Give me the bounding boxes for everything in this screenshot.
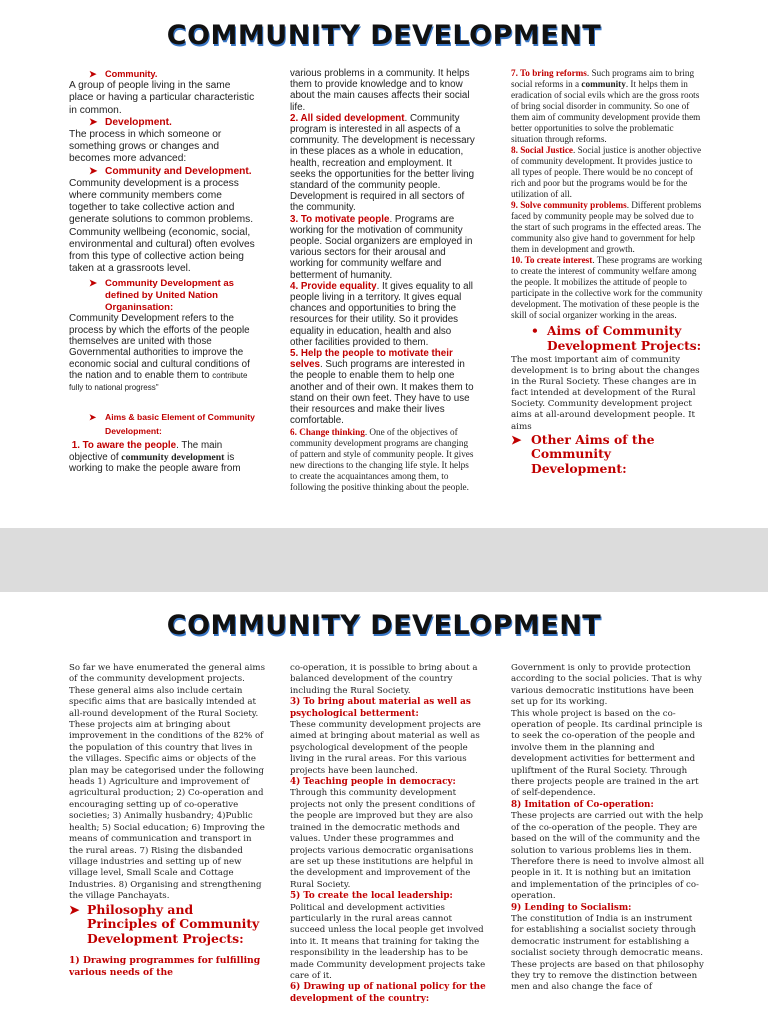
paragraph: The process in which someone or something grows or changes and becomes more advanced: [69, 129, 222, 165]
paragraph: Through this community development projects not only the present conditions of the people are improved but they are also trained in the democratic methods and values. Under these programmes and projects various democratic organisations are set up these institutions are helpful in the development and improvement of the Rural Society. [290, 788, 475, 890]
arrow-icon: ➤ [511, 431, 522, 447]
section-heading: 3) To bring about material as well as psychological betterment: [290, 697, 471, 719]
list-item: 3. To motivate people. Programs are working for the motivation of community people. Social organizers are employed in various sectors for their arousal and working for community welfare and betterment of humanity. [290, 213, 473, 281]
section-heading: 8) Imitation of Co-operation: [511, 799, 654, 810]
paragraph: This whole project is based on the co-operation of people. Its cardinal principle is to seek the co-operation of the people and involve them in the planning and development activities for betterment and upliftment of the Rural Society. Through there projects people are trained in the art of self-dependence. [511, 708, 703, 799]
section-heading: ➤ Other Aims of the Community Development: [511, 431, 655, 476]
section-heading: ➤ Aims & basic Element of Community Development: [89, 412, 255, 437]
arrow-icon: ➤ [69, 901, 80, 917]
paragraph: A group of people living in the same place or having a particular characteristic in common. [69, 80, 255, 116]
page-title: COMMUNITY DEVELOPMENT [166, 20, 602, 51]
section-heading: 1) Drawing programmes for fulfilling various needs of the [69, 955, 261, 979]
section-heading: ➤ Community and Development. [89, 165, 252, 177]
section-heading: 9) Lending to Socialism: [511, 902, 632, 913]
section-heading: ➤ Development. [89, 116, 172, 128]
arrow-icon: ➤ [89, 165, 98, 177]
page1-column-2 [290, 68, 476, 512]
page2-column-3 [511, 663, 707, 1024]
page1-column-1 [69, 68, 255, 518]
paragraph: Political and development activities particularly in the rural areas cannot succeed unless the local people get involved into it. It means that training for taking the responsibility in the leadership has to be made Community development projects take care of it. [290, 902, 486, 981]
paragraph: co-operation, it is possible to bring about a balanced development of the country including the Rural Society. [290, 663, 478, 696]
section-heading: 6) Drawing up of national policy for the development of the country: [290, 982, 486, 1004]
arrow-icon: ➤ [89, 278, 98, 290]
paragraph: Community Development refers to the process by which the efforts of the people themselves are united with those Governmental authorities to improve the economic social and cultural conditions of the nation and to enable them to contribute fully to national progress" [69, 313, 250, 392]
list-item: 6. Change thinking. One of the objectives of community development programs are changing of pattern and style of community people. It gives new directions to the changing life style. It helps to create the acquaintances among them, to following the positive thinking about the people. [290, 426, 474, 492]
page2-column-1 [69, 663, 265, 1024]
page-title: COMMUNITY DEVELOPMENT [166, 610, 602, 641]
section-heading: 5) To create the local leadership: [290, 891, 453, 902]
page1-column-3 [511, 68, 703, 518]
list-item: 8. Social Justice. Social justice is another objective of community development. It provides justice to all types of people. There would be no concept of rich and poor but the programs would be for the utilization of all. [511, 145, 702, 199]
list-item: 10. To create interest. These programs are working to create the interest of community welfare among the people. It mobilizes the attitude of people to participate in the collective work for the community development. The motivation of these people is the skill of social organizer working in the areas. [511, 255, 703, 320]
list-item: 2. All sided development. Community program is interested in all aspects of a community. The development is necessary in these places as a whole in education, health, recreation and employment. It seeks the opportunities for the better living standard of the community people. Development is required in all sectors of the community. [290, 112, 475, 214]
list-item: 4. Provide equality. It gives equality to all people living in a territory. It gives equal chances and opportunities to bring the resources for their utility. So it provides equality in education, health and also other facilities provided to them. [290, 280, 473, 348]
paragraph: So far we have enumerated the general aims of the community development projects. These general aims also include certain specific aims that are basically intended at all-round development of the Rural Society. These projects aim at bringing about improvement in the conditions of the 82% of the population of this country that lives in the villages. Specific aims or objects of the plan may be categorised under the following heads 1) Agriculture and improvement of agricultural production; 2) Co-operation and encouraging setting up of co-operative societies; 3) Animally husbandry; 4)Public health; 5) Social education; 6) Improving the means of communication and transport in the rural areas. 7) Rising the disbanded village industries and setting up of new village level, Small Scale and Cottage Industries. 8) Organising and strengthening the village Panchayats. [69, 663, 265, 902]
paragraph: various problems in a community. It helps them to provide knowledge and to know about the main causes affects their social life. [290, 68, 470, 113]
paragraph: These community development projects are aimed at bringing about material as well as psychological development of the people living in the rural areas. For this various projects have been launched. [290, 720, 481, 776]
paragraph: The constitution of India is an instrument for establishing a socialist society through democratic instrument for establishing a socialist society through democratic means. These projects are based on that philosophy they try to remove the distinction between men and also change the face of [511, 913, 704, 993]
page2-column-2 [290, 663, 486, 1024]
list-item: 9. Solve community problems. Different problems faced by community people may be solved due to the start of such programs in the effected areas. The community also give hand to government for help them in development and growth. [511, 200, 702, 254]
arrow-icon: ➤ [89, 412, 97, 423]
paragraph: These projects are carried out with the help of the co-operation of the people. They are based on the will of the community and the solution to various problems lies in them. Therefore there is need to involve almost all people in it. It is nothing but an imitation and implementation of the principles of co-operation. [511, 811, 705, 902]
document-page-2 [0, 592, 768, 1024]
section-heading: ➤ Philosophy and Principles of Community Development Projects: [69, 901, 260, 946]
arrow-icon: ➤ [89, 69, 97, 79]
bullet-icon: • [531, 324, 539, 338]
paragraph: Community development is a process where community members come together to take collective action and generate solutions to common problems. Community wellbeing (economic, social, environmental and cultural) often evolves from this type of collective action being taken at a grassroots level. [69, 177, 255, 275]
section-heading: ➤ Community Development as defined by United Nation Organinsation: [89, 278, 235, 313]
section-heading: • Aims of Community Development Projects: [531, 324, 702, 353]
list-item: 7. To bring reforms. Such programs aim to bring social reforms in a community. It helps them in eradication of social evils which are the gross roots of bring social disorder in community. So one of them aim of community development provide them better opportunities to solve the problematic situation through reforms. [511, 68, 701, 144]
paragraph: Government is only to provide protection according to the social policies. That is why various democratic institutions have been set up for its working. [511, 663, 702, 708]
paragraph: The most important aim of community development is to bring about the changes in the Rural Society. These changes are in fact intended at development of the Rural Society. Community development project aims at all-around development people. It aims [511, 355, 700, 432]
arrow-icon: ➤ [89, 116, 98, 128]
section-heading: 4) Teaching people in democracy: [290, 777, 456, 788]
list-item: 5. Help the people to motivate their selves. Such programs are interested in the people to enable them to help one another and of their own. It makes them to stand on their own feet. They have to use their resources and make their lives comfortable. [290, 348, 474, 427]
section-heading: ➤ Community. [89, 69, 158, 79]
list-item: 1. To aware the people. The main objective of community development is working to make the people aware from [69, 440, 241, 475]
